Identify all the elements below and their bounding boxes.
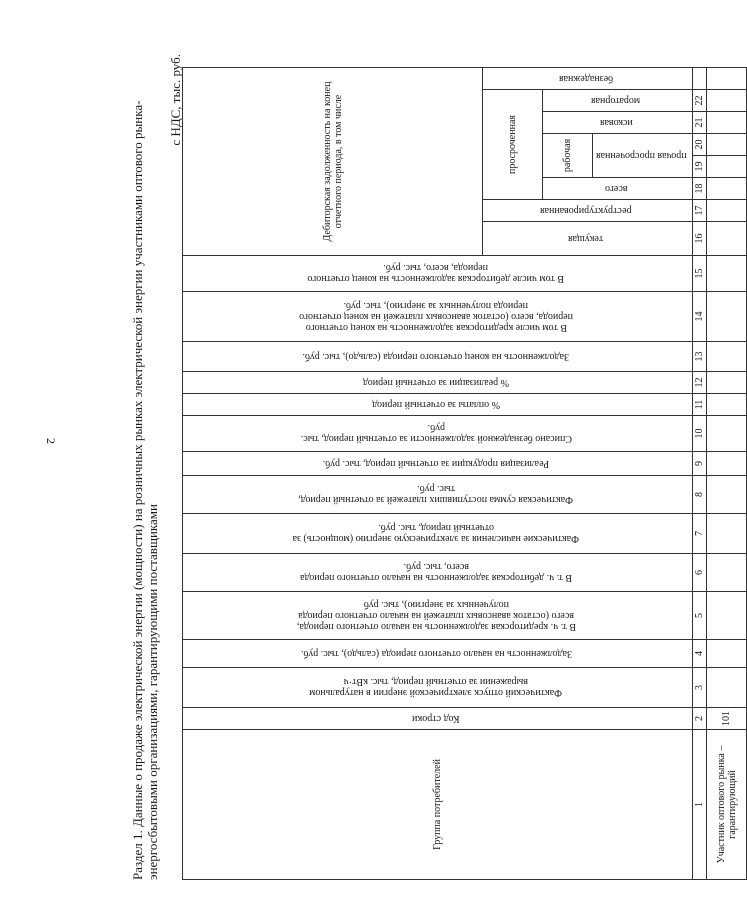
sales-table <box>182 67 747 880</box>
column-number: 8 <box>693 476 707 514</box>
row-group-label: Участник оптового рынка – гарантирующий <box>707 730 747 880</box>
data-cell[interactable] <box>707 452 747 476</box>
data-cell[interactable] <box>707 292 747 342</box>
section-title: Раздел 1. Данные о продаже электрической энергии (мощности) на розничных рынках электрической энергии участниками оптового рынка-энергосбытовыми организациями, гарантирующими поставщиками <box>130 100 160 880</box>
data-cell[interactable] <box>707 256 747 292</box>
data-cell[interactable] <box>707 554 747 592</box>
data-cell[interactable] <box>707 222 747 256</box>
header-col-7: Фактические начисления за электрическую энергию (мощность) за отчетный период, тыс. руб. <box>183 514 693 554</box>
header-col-5: В т. ч. кредиторская задолженность на начало отчетного периода, всего (остаток авансовых платежей на начало отчетного периода полученных за энергию), тыс. руб <box>183 592 693 640</box>
header-col-14: В том числе кредиторская задолженность на конец отчетного периода, всего (остаток авансовых платежей на конец отчетного периода полученных за энергию), тыс. руб. <box>183 292 693 342</box>
header-col-13: Задолженность на конец отчетного периода (сальдо), тыс. руб. <box>183 342 693 372</box>
data-cell[interactable] <box>707 668 747 708</box>
header-overdue: просроченная <box>483 90 543 200</box>
data-cell[interactable] <box>707 342 747 372</box>
header-working: рабочая <box>543 134 593 178</box>
header-col-11: % оплаты за отчетный период <box>183 394 693 416</box>
column-number: 21 <box>693 112 707 134</box>
column-number: 19 <box>693 156 707 178</box>
column-number: 15 <box>693 256 707 292</box>
header-col-15: В том числе дебиторская задолженность на конец отчетного периода, всего, тыс. руб. <box>183 256 693 292</box>
data-cell[interactable] <box>707 476 747 514</box>
column-number: 9 <box>693 452 707 476</box>
data-cell[interactable] <box>707 178 747 200</box>
header-code: Код строки <box>183 708 693 730</box>
column-number: 16 <box>693 222 707 256</box>
header-current: текущая <box>483 222 693 256</box>
data-cell[interactable] <box>707 200 747 222</box>
rotated-sheet <box>130 40 738 880</box>
header-col-6: В т. ч. дебиторская задолженность на начало отчетного периода всего, тыс. руб. <box>183 554 693 592</box>
data-cell[interactable] <box>707 416 747 452</box>
header-claim: исковая <box>543 112 693 134</box>
column-number: 13 <box>693 342 707 372</box>
header-col-9: Реализация продукции за отчетный период, тыс. руб. <box>183 452 693 476</box>
column-number: 1 <box>693 730 707 880</box>
data-cell[interactable] <box>707 372 747 394</box>
column-number <box>693 68 707 90</box>
header-restructured: реструктурированная <box>483 200 693 222</box>
header-group: Группа потребителей <box>183 730 693 880</box>
column-number: 17 <box>693 200 707 222</box>
header-hopeless: безнадежная <box>483 68 693 90</box>
header-col-3: Фактический отпуск электрической энергии в натуральном выражении за отчетный период, тыс. кВт·ч <box>183 668 693 708</box>
column-number: 2 <box>693 708 707 730</box>
data-cell[interactable] <box>707 112 747 134</box>
column-number: 3 <box>693 668 707 708</box>
column-number: 4 <box>693 640 707 668</box>
data-cell[interactable] <box>707 134 747 156</box>
column-number: 7 <box>693 514 707 554</box>
data-cell[interactable] <box>707 90 747 112</box>
header-other-overdue: прочая просроченная <box>593 134 693 178</box>
header-moratorium: мораторная <box>543 90 693 112</box>
column-number: 6 <box>693 554 707 592</box>
column-number: 5 <box>693 592 707 640</box>
header-col-8: Фактическая сумма поступивших платежей за отчетный период, тыс. руб. <box>183 476 693 514</box>
data-cell[interactable] <box>707 156 747 178</box>
data-cell[interactable] <box>707 394 747 416</box>
column-number: 11 <box>693 394 707 416</box>
header-col-4: Задолженность на начало отчетного периода (сальдо), тыс. руб. <box>183 640 693 668</box>
data-cell[interactable] <box>707 68 747 90</box>
header-receivables: Дебиторская задолженность на конец отчетного периода, в том числе <box>183 68 483 256</box>
unit-label: с НДС, тыс. руб. <box>168 54 183 146</box>
data-cell[interactable] <box>707 592 747 640</box>
column-number: 22 <box>693 90 707 112</box>
column-number: 14 <box>693 292 707 342</box>
column-number: 18 <box>693 178 707 200</box>
row-code: 101 <box>707 708 747 730</box>
header-col-12: % реализации за отчетный период <box>183 372 693 394</box>
header-total: всего <box>543 178 693 200</box>
column-number: 12 <box>693 372 707 394</box>
data-cell[interactable] <box>707 640 747 668</box>
column-number: 10 <box>693 416 707 452</box>
page-number: 2 <box>44 438 58 444</box>
header-col-10: Списано безнадежной задолженности за отчетный период, тыс. руб. <box>183 416 693 452</box>
column-number: 20 <box>693 134 707 156</box>
data-cell[interactable] <box>707 514 747 554</box>
